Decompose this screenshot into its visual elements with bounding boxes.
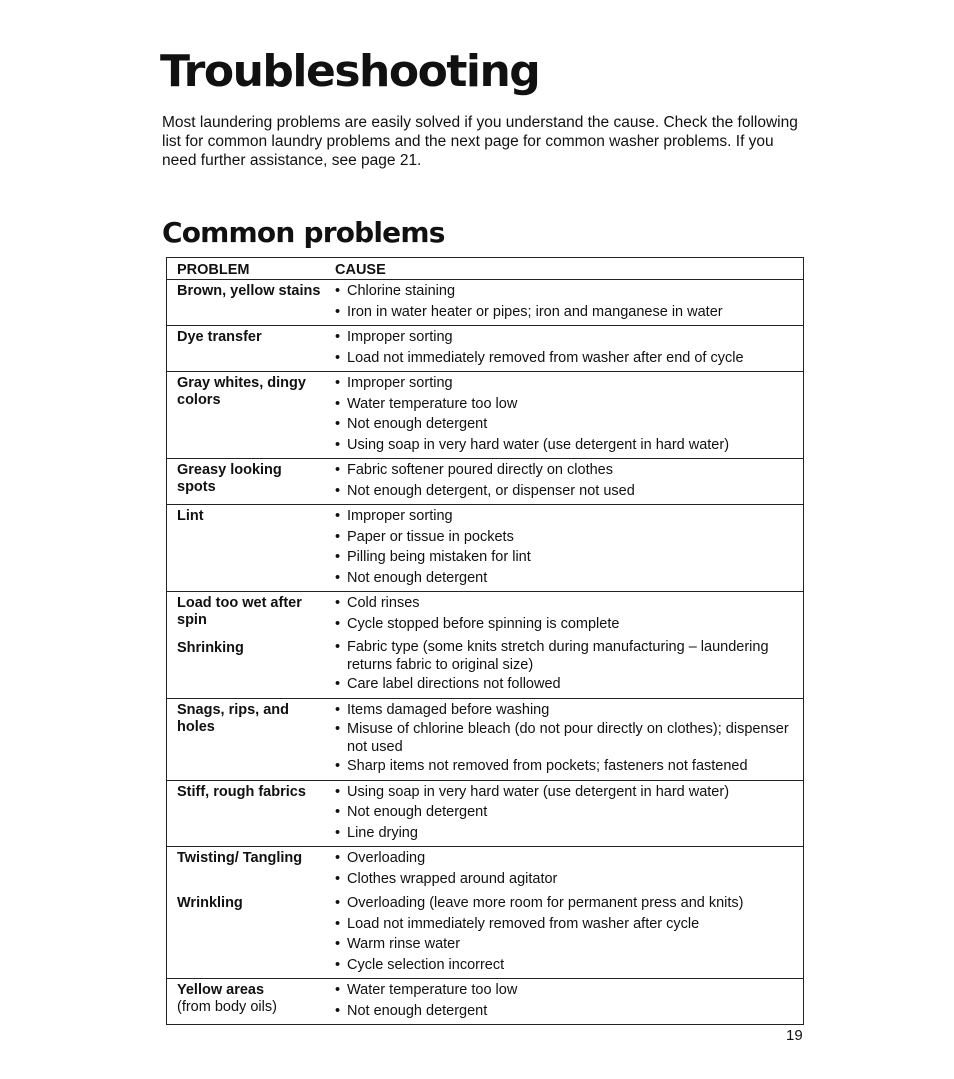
cause-list (335, 593, 795, 634)
cause-list (335, 506, 795, 588)
problem-label: Gray whites, dingy colors (177, 375, 306, 408)
problem-cell (167, 505, 323, 591)
cause-item: • Load not immediately removed from washer after end of cycle (335, 348, 795, 369)
problem-note: (from body oils) (177, 999, 277, 1015)
cause-cell (323, 892, 803, 978)
cause-item: • Chlorine staining (335, 281, 795, 302)
problems-table (166, 257, 804, 1025)
cause-cell (323, 372, 803, 458)
table-header (167, 258, 803, 279)
cause-item: • Using soap in very hard water (use detergent in hard water) (335, 435, 795, 456)
cause-item: • Load not immediately removed from washer after cycle (335, 914, 795, 935)
cause-item: • Cold rinses (335, 593, 795, 614)
problem-cell (167, 979, 323, 1024)
table-row (167, 325, 803, 371)
cause-item: • Improper sorting (335, 506, 795, 527)
problem-cell (167, 637, 323, 698)
cause-item: • Not enough detergent (335, 568, 795, 589)
cause-list (335, 782, 795, 844)
cause-cell (323, 699, 803, 780)
table-row (167, 504, 803, 591)
problem-cell (167, 459, 323, 504)
cause-item: • Sharp items not removed from pockets; fasteners not fastened (335, 756, 795, 777)
cause-item: • Items damaged before washing (335, 700, 795, 721)
page-title: Troubleshooting (160, 46, 540, 97)
problem-cell (167, 326, 323, 371)
cause-list (335, 848, 795, 889)
cause-cell (323, 326, 803, 371)
cause-item: • Cycle stopped before spinning is complete (335, 614, 795, 635)
cause-item: • Fabric type (some knits stretch during manufacturing – laundering returns fabric to original size) (335, 638, 795, 674)
table-body (167, 279, 803, 1024)
table-row (167, 780, 803, 847)
problem-cell (167, 892, 323, 978)
cause-item: • Misuse of chlorine bleach (do not pour directly on clothes); dispenser not used (335, 720, 795, 756)
cause-cell (323, 592, 803, 637)
cause-item: • Care label directions not followed (335, 674, 795, 695)
cause-item: • Fabric softener poured directly on clothes (335, 460, 795, 481)
problem-label: Brown, yellow stains (177, 283, 321, 299)
cause-cell (323, 781, 803, 847)
intro-paragraph: Most laundering problems are easily solved if you understand the cause. Check the following list for common laundry problems and the next page for common washer problems. If you need further assistance, see page 21. (162, 114, 798, 169)
cause-item: • Pilling being mistaken for lint (335, 547, 795, 568)
cause-item: • Not enough detergent (335, 414, 795, 435)
cause-cell (323, 847, 803, 892)
problem-label: Lint (177, 508, 204, 524)
problem-cell (167, 699, 323, 780)
table-row (167, 892, 803, 978)
problem-label: Yellow areas (177, 982, 265, 998)
table-row (167, 978, 803, 1024)
cause-cell (323, 280, 803, 325)
cause-cell (323, 979, 803, 1024)
cause-item: • Using soap in very hard water (use detergent in hard water) (335, 782, 795, 803)
table-row (167, 637, 803, 698)
cause-list (335, 700, 795, 777)
problem-label: Load too wet after spin (177, 595, 302, 628)
cause-item: • Overloading (335, 848, 795, 869)
problem-cell (167, 280, 323, 325)
cause-list (335, 373, 795, 455)
cause-cell (323, 637, 803, 698)
cause-list (335, 638, 795, 695)
problem-cell (167, 592, 323, 637)
cause-list (335, 327, 795, 368)
cause-item: • Warm rinse water (335, 934, 795, 955)
cause-item: • Improper sorting (335, 327, 795, 348)
cause-item: • Line drying (335, 823, 795, 844)
cause-cell (323, 505, 803, 591)
problem-label: Greasy looking spots (177, 462, 282, 495)
cause-item: • Clothes wrapped around agitator (335, 869, 795, 890)
problem-label: Dye transfer (177, 329, 262, 345)
problem-cell (167, 372, 323, 458)
problem-label: Shrinking (177, 640, 244, 656)
section-title: Common problems (162, 216, 445, 249)
problem-label: Snags, rips, and holes (177, 701, 289, 735)
cause-item: • Iron in water heater or pipes; iron and manganese in water (335, 302, 795, 323)
table-row (167, 458, 803, 504)
cause-item: • Improper sorting (335, 373, 795, 394)
cause-list (335, 460, 795, 501)
cause-item: • Not enough detergent, or dispenser not used (335, 481, 795, 502)
table-row (167, 698, 803, 780)
cause-list (335, 893, 795, 975)
cause-item: • Cycle selection incorrect (335, 955, 795, 976)
cause-list (335, 281, 795, 322)
problem-label: Wrinkling (177, 895, 243, 911)
table-row (167, 846, 803, 892)
cause-list (335, 980, 795, 1021)
cause-item: • Water temperature too low (335, 980, 795, 1001)
table-row (167, 279, 803, 325)
cause-item: • Paper or tissue in pockets (335, 527, 795, 548)
header-problem: PROBLEM (177, 262, 250, 278)
page-number: 19 (786, 1027, 803, 1044)
problem-cell (167, 847, 323, 892)
table-row (167, 371, 803, 458)
cause-cell (323, 459, 803, 504)
cause-item: • Not enough detergent (335, 802, 795, 823)
table-row (167, 591, 803, 637)
problem-cell (167, 781, 323, 847)
problem-label: Stiff, rough fabrics (177, 783, 306, 800)
cause-item: • Not enough detergent (335, 1001, 795, 1022)
cause-item: • Overloading (leave more room for permanent press and knits) (335, 893, 795, 914)
header-cause: CAUSE (335, 262, 386, 278)
problem-label: Twisting/ Tangling (177, 850, 303, 866)
cause-item: • Water temperature too low (335, 394, 795, 415)
